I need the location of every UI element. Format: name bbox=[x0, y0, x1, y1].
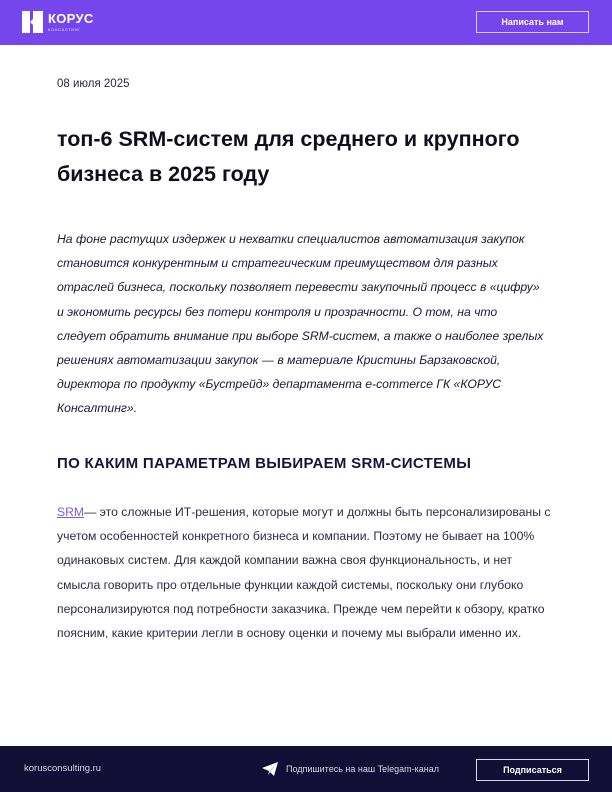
subscribe-button[interactable]: Подписаться bbox=[476, 759, 589, 781]
article-lead: На фоне растущих издержек и нехватки специалистов автоматизация закупок становится конкурентным и стратегическим преимуществом для разных отраслей бизнеса, поскольку позволяет перевести закупочный процесс в «цифру» и экономить ресурсы без потери контроля и прозрачности. О том, на что следует обратить внимание при выборе SRM-систем, а также о наиболее зрелых решениях автоматизации закупок — в материале Кристины Барзаковской, директора по продукту «Бустрейд» департамента e-commerce ГК «КОРУС Консалтинг». bbox=[57, 232, 544, 416]
write-to-us-button[interactable]: Написать нам bbox=[476, 11, 589, 33]
paper-plane-icon[interactable] bbox=[262, 762, 278, 776]
footer bbox=[0, 746, 612, 792]
section-heading: ПО КАКИМ ПАРАМЕТРАМ ВЫБИРАЕМ SRM-СИСТЕМЫ bbox=[57, 455, 472, 472]
article-title: топ-6 SRM-систем для среднего и крупного бизнеса в 2025 году bbox=[57, 127, 520, 186]
logo-name: КОРУС bbox=[48, 10, 94, 26]
srm-link[interactable]: SRM bbox=[57, 505, 85, 519]
korus-logo[interactable] bbox=[22, 11, 94, 33]
article-body bbox=[57, 500, 552, 645]
site-link[interactable]: korusconsulting.ru bbox=[24, 763, 102, 774]
telegram-text[interactable]: Подпишитесь на наш Telegam-канал bbox=[286, 764, 439, 774]
top-header bbox=[0, 0, 612, 45]
article-date: 08 июля 2025 bbox=[57, 78, 130, 90]
body-text: — это сложные ИТ-решения, которые могут и должны быть персонализированы с учетом особенностей конкретного бизнеса и компании. Поэтому не бывает на 100% одинаковых систем. Для каждой компании важна своя функциональность, и нет смысла говорить про отдельные функции каждой системы, поскольку они глубоко персонализируются под потребности заказчика. Прежде чем перейти к обзору, кратко поясним, какие критерии легли в основу оценки и почему мы выбрали именно их. bbox=[57, 505, 551, 641]
korus-logo-icon bbox=[22, 11, 43, 33]
logo-subtitle: КОНСАЛТИНГ bbox=[48, 26, 81, 32]
